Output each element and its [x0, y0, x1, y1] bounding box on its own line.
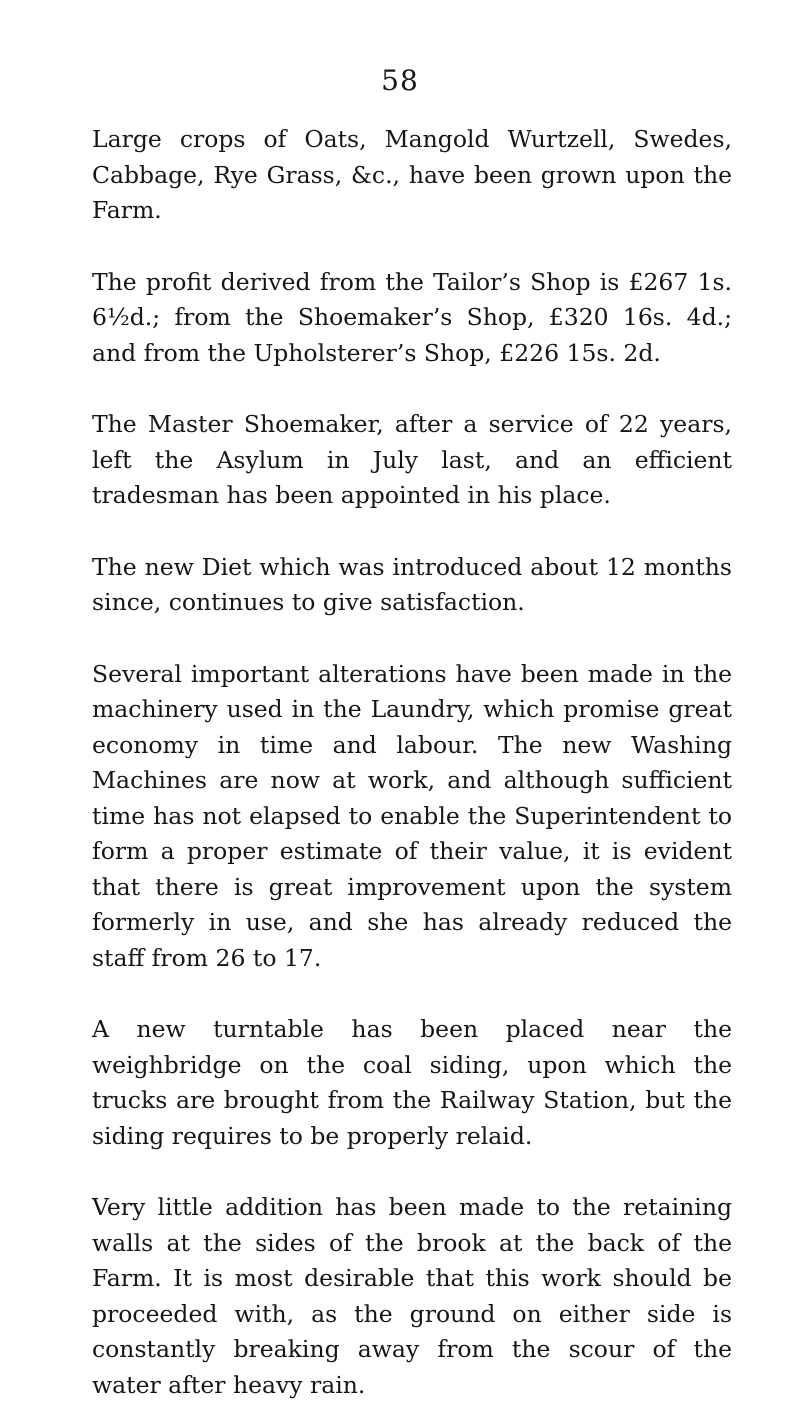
- paragraph-new-diet: The new Diet which was introduced about 12 months since, continues to give satisfaction.: [92, 552, 732, 616]
- paragraph-retaining-walls: Very little addition has been made to the retaining walls at the sides of the brook at the back of the Farm. It is most desirable that this work should be proceeded with, as the ground on either side is constantly breaking away from the scour of the water after heavy rain.: [92, 1193, 732, 1399]
- paragraph-master-shoemaker: The Master Shoemaker, after a service of 22 years, left the Asylum in July last, and an efficient tradesman has been appointed in his place.: [92, 410, 732, 509]
- paragraph-farm-crops: Large crops of Oats, Mangold Wurtzell, Swedes, Cabbage, Rye Grass, &c., have been grown upon the Farm.: [92, 125, 732, 224]
- paragraph-shop-profits: The profit derived from the Tailor’s Shop is £267 1s. 6½d.; from the Shoemaker’s Shop, £320 16s. 4d.; and from the Upholsterer’s Shop, £226 15s. 2d.: [92, 267, 732, 367]
- paragraph-laundry-machinery: Several important alterations have been made in the machinery used in the Laundry, which promise great economy in time and labour. The new Washing Machines are now at work, and although sufficient time has not elapsed to enable the Superintendent to form a proper estimate of their value, it is evident that there is great improvement upon the system formerly in use, and she has already reduced the staff from 26 to 17.: [92, 659, 732, 972]
- paragraph-turntable: A new turntable has been placed near the weighbridge on the coal siding, upon which the trucks are brought from the Railway Station, but the siding requires to be properly relaid.: [92, 1015, 732, 1150]
- body-text: [92, 122, 732, 1403]
- page-number: 58: [381, 64, 419, 97]
